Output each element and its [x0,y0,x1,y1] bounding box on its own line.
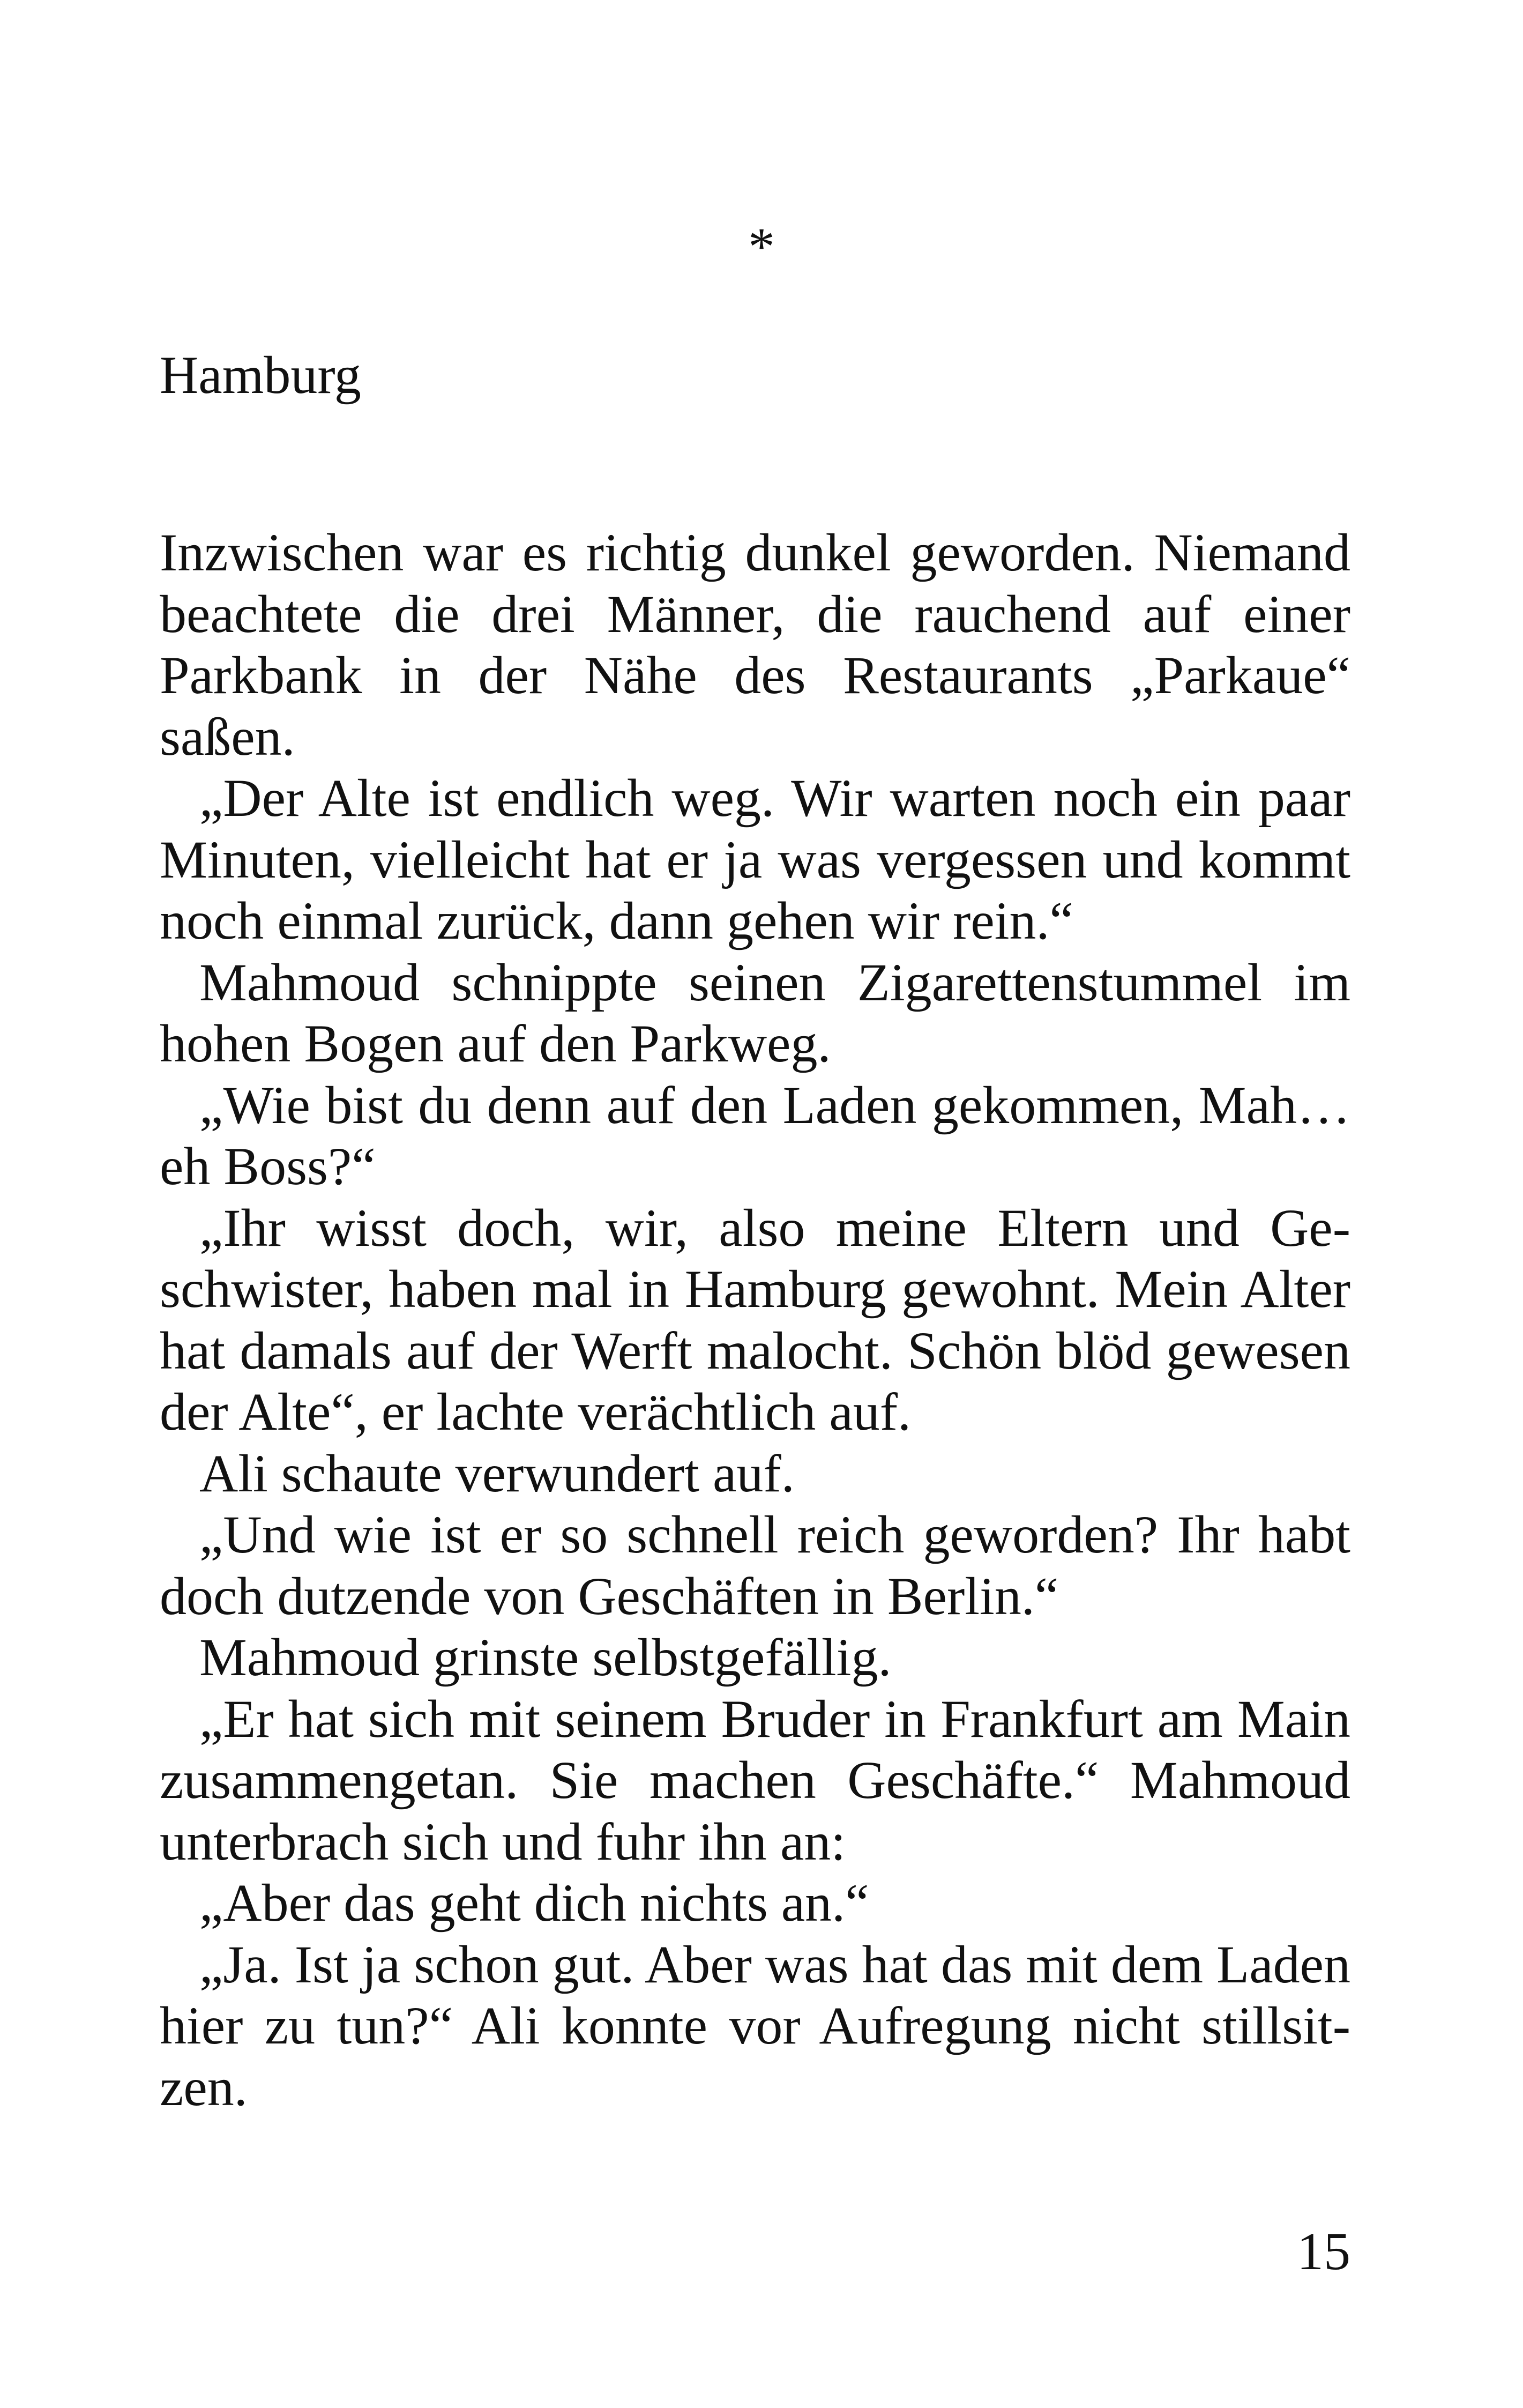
section-separator: * [748,217,775,276]
paragraph: „Wie bist du denn auf den Laden gekommen, Mah…eh Boss?“ [160,1075,1350,1196]
paragraph: Mahmoud schnippte seinen Zigarettenstummel im hohen Bogen auf den Parkweg. [160,952,1350,1073]
paragraph: Mahmoud grinste selbstgefällig. [199,1627,892,1687]
paragraph: „Er hat sich mit seinem Bruder in Frankfurt am Main zusammengetan. Sie machen Geschäfte.“ Mahmoud unterbrach sich und fuhr ihn an: [160,1689,1350,1871]
paragraph: „Aber das geht dich nichts an.“ [199,1873,869,1933]
paragraph: Inzwischen war es richtig dunkel geworden. Niemand beachtete die drei Männer, die rauchend auf einer Parkbank in der Nähe des Restaurants „Parkaue“ saßen. [160,523,1350,767]
paragraph: „Der Alte ist endlich weg. Wir warten noch ein paar Minuten, vielleicht hat er ja was vergessen und kommt noch einmal zurück, dann gehen wir rein.“ [160,768,1350,950]
paragraph: „Und wie ist er so schnell reich geworden? Ihr habt doch dutzende von Geschäften in Berlin.“ [160,1505,1350,1626]
paragraph: Ali schaute verwundert auf. [199,1443,795,1503]
body-text [160,522,1350,2118]
page-number: 15 [1297,2221,1350,2281]
paragraph: „Ihr wisst doch, wir, also meine Eltern und Geschwister, haben mal in Hamburg gewohnt. Mein Alter hat damals auf der Werft malocht. Schön blöd gewesen der Alte“, er lachte verächtlich auf. [160,1198,1350,1441]
location-heading: Hamburg [160,345,361,405]
paragraph: „Ja. Ist ja schon gut. Aber was hat das mit dem Laden hier zu tun?“ Ali konnte vor Aufregung nicht stillsitzen. [160,1934,1350,2117]
